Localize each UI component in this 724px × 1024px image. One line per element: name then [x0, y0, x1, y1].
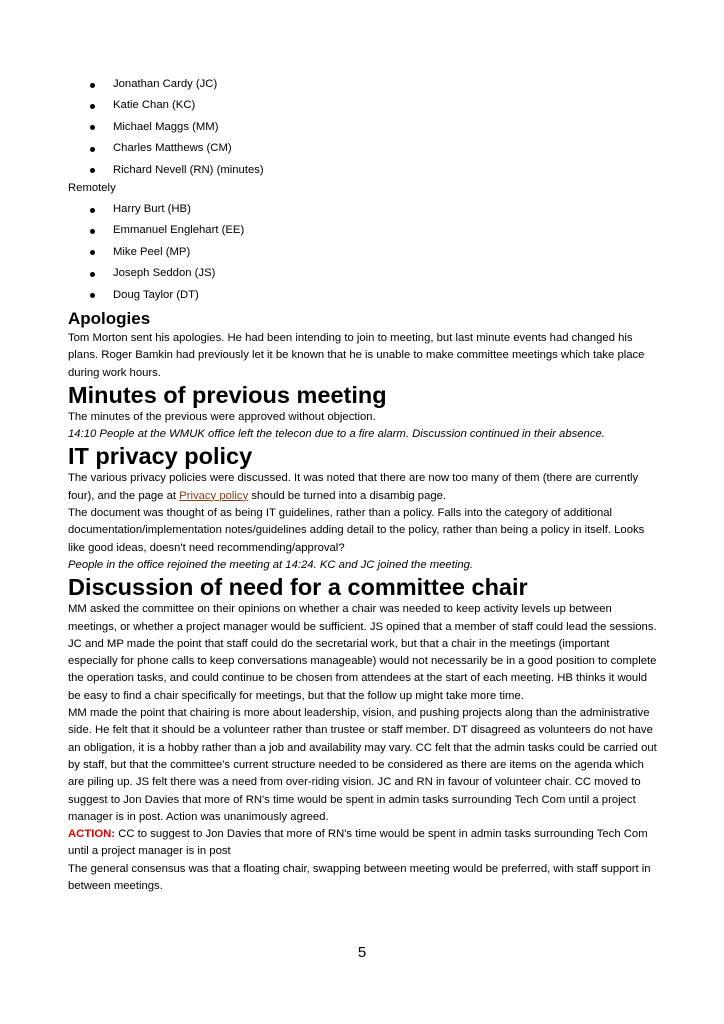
apologies-heading: Apologies — [68, 309, 151, 328]
attendee-item: Charles Matthews (CM) — [68, 138, 658, 159]
attendee-item: Michael Maggs (MM) — [68, 117, 658, 138]
it-privacy-heading: IT privacy policy — [68, 443, 253, 470]
action-label: ACTION: — [68, 828, 116, 841]
attendees-in-office-list — [68, 74, 658, 181]
minutes-heading: Minutes of previous meeting — [68, 381, 387, 408]
attendees-remote-list — [68, 199, 658, 306]
attendee-item: Harry Burt (HB) — [68, 199, 658, 220]
remotely-label: Remotely — [68, 182, 116, 195]
attendee-item: Katie Chan (KC) — [68, 95, 658, 116]
attendance-section — [68, 74, 658, 306]
attendee-item: Emmanuel Englehart (EE) — [68, 220, 658, 241]
it-privacy-text-after: should be turned into a disambig page. — [248, 489, 447, 502]
rejoin-note: People in the office rejoined the meeting at 14:24. KC and JC joined the meeting. — [68, 558, 474, 571]
it-privacy-paragraph-1 — [68, 470, 658, 505]
chair-paragraph-2: MM made the point that chairing is more about leadership, vision, and pushing projects along than the administrative side. He felt that it should be a volunteer rather than trustee or staff member. DT disagreed as volunteers do not have an obligation, it is a hobby rather than a job and availability may vary. CC felt that the admin tasks could be carried out by staff, but that the committee's current structure needed to be considered as there are items on the agenda which are piling up. JS felt there was a need from over-riding vision. JC and RN in favour of volunteer chair. CC moved to suggest to Jon Davies that more of RN's time would be spent in admin tasks surrounding Tech Com until a project manager is in post. Action was unanimously agreed. — [68, 707, 657, 823]
apologies-text: Tom Morton sent his apologies. He had been intending to join to meeting, but last minute events had changed his plans. Roger Bamkin had previously let it be known that he is unable to make committee meetings which take place during work hours. — [68, 332, 645, 379]
chair-paragraph-1: MM asked the committee on their opinions on whether a chair was needed to keep activity levels up between meetings, or whether a project manager would be sufficient. JS opined that a member of staff could lead the sessions. JC and MP made the point that staff could do the secretarial work, but that a chair in the meetings (important especially for phone calls to keep conversations manageable) would not necessarily be in a good position to complete the operation tasks, and could continue to be chosen from attendees at the start of each meeting. HB thinks it would be easy to find a chair specifically for meetings, but that the follow up might take more time. — [68, 603, 657, 702]
action-text: CC to suggest to Jon Davies that more of RN's time would be spent in admin tasks surrounding Tech Com until a project manager is in post — [68, 828, 648, 858]
fire-alarm-note: 14:10 People at the WMUK office left the telecon due to a fire alarm. Discussion continued in their absence. — [68, 428, 605, 441]
it-privacy-text-before: The various privacy policies were discussed. It was noted that there are now too many of them (there are currently four), and the page at — [68, 472, 639, 502]
it-privacy-paragraph-2: The document was thought of as being IT guidelines, rather than a policy. Falls into the category of additional documentation/implementation notes/guidelines adding detail to the policy, rather than being a policy in itself. Looks like good ideas, doesn't need recommending/approval? — [68, 507, 645, 554]
minutes-text: The minutes of the previous were approved without objection. — [68, 410, 376, 423]
attendee-item: Joseph Seddon (JS) — [68, 263, 658, 284]
attendee-item: Richard Nevell (RN) (minutes) — [68, 160, 658, 181]
privacy-policy-link[interactable]: Privacy policy — [179, 489, 249, 502]
minutes-content — [68, 308, 658, 895]
attendee-item: Jonathan Cardy (JC) — [68, 74, 658, 95]
chair-heading: Discussion of need for a committee chair — [68, 574, 528, 601]
action-item — [68, 826, 658, 861]
chair-paragraph-3: The general consensus was that a floating chair, swapping between meeting would be preferred, with staff support in between meetings. — [68, 862, 651, 893]
attendee-item: Mike Peel (MP) — [68, 242, 658, 263]
attendee-item: Doug Taylor (DT) — [68, 285, 658, 306]
page-number: 5 — [357, 944, 367, 961]
